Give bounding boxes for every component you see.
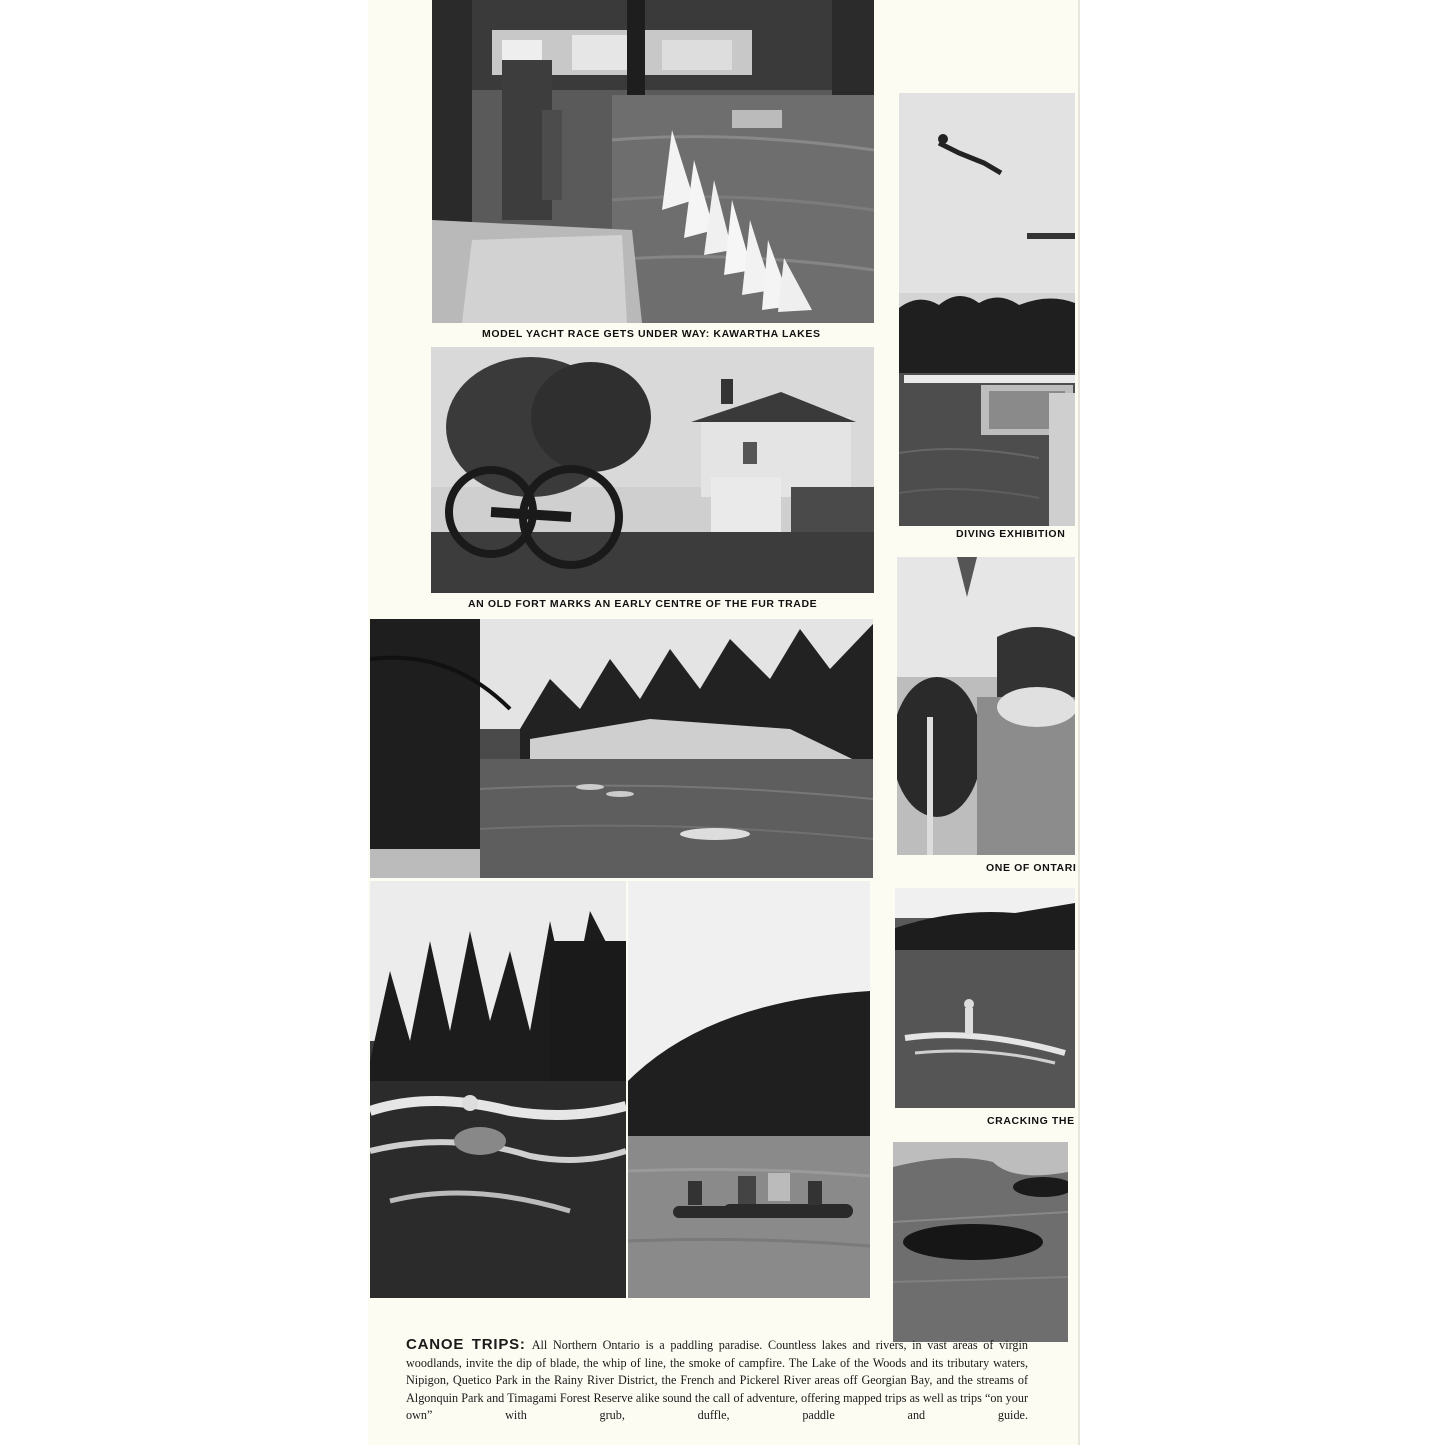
- photo-canoes-river: [370, 619, 873, 878]
- article-body: All Northern Ontario is a paddling paradise. Countless lakes and rivers, in vast areas of virgin woodlands, invite the dip of blade, the whip of line, the smoke of campfire. The Lake of the Woods and its tributary waters, Nipigon, Quetico Park in the Rainy River District, the French and Pickerel River areas off Georgian Bay, and the streams of Algonquin Park and Timagami Forest Reserve alike sound the call of adventure, offering mapped trips as well as trips “on your own” with grub, duffle, paddle and guide.: [406, 1338, 1028, 1423]
- page-edge: [1078, 0, 1080, 1445]
- photo-old-fort: [431, 347, 874, 593]
- caption-model-yacht-race: MODEL YACHT RACE GETS UNDER WAY: KAWARTHA LAKES: [482, 328, 821, 340]
- caption-old-fort: AN OLD FORT MARKS AN EARLY CENTRE OF THE FUR TRADE: [468, 598, 818, 610]
- photo-model-yacht-race: [432, 0, 874, 323]
- caption-diving-exhibition: DIVING EXHIBITION: [956, 528, 1066, 540]
- article-lead: CANOE TRIPS:: [406, 1336, 526, 1353]
- canoe-trips-article: [406, 1336, 1028, 1425]
- photo-canoe-party-lake: [628, 881, 870, 1298]
- photo-canoe-rapids: [370, 881, 626, 1298]
- caption-one-of-ontario: ONE OF ONTARI: [986, 862, 1077, 874]
- photo-one-of-ontario: [897, 557, 1075, 855]
- photo-aerial-islands: [893, 1142, 1068, 1342]
- caption-cracking-the: CRACKING THE: [987, 1115, 1075, 1127]
- photo-diving-exhibition: [899, 93, 1075, 526]
- photo-cracking-the: [895, 888, 1075, 1108]
